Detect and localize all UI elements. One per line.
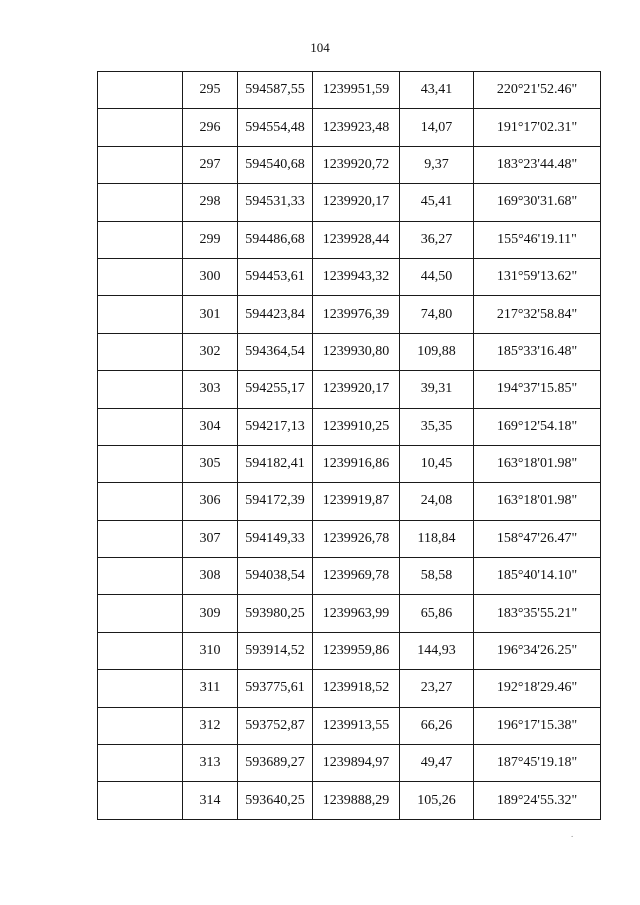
y-coordinate-cell: 1239913,55 (313, 707, 400, 744)
y-coordinate-cell: 1239910,25 (313, 408, 400, 445)
table-row (98, 483, 601, 520)
x-coordinate-cell: 594531,33 (238, 184, 313, 221)
angle-cell: 194°37'15.85" (474, 371, 601, 408)
x-coordinate-cell: 594255,17 (238, 371, 313, 408)
length-cell: 39,31 (400, 371, 474, 408)
blank-cell (98, 146, 183, 183)
x-coordinate-cell: 594217,13 (238, 408, 313, 445)
angle-cell: 163°18'01.98" (474, 483, 601, 520)
length-cell: 9,37 (400, 146, 474, 183)
angle-cell: 217°32'58.84" (474, 296, 601, 333)
x-coordinate-cell: 594486,68 (238, 221, 313, 258)
point-number-cell: 302 (183, 333, 238, 370)
point-number-cell: 296 (183, 109, 238, 146)
blank-cell (98, 745, 183, 782)
table-row (98, 445, 601, 482)
table-row (98, 221, 601, 258)
point-number-cell: 304 (183, 408, 238, 445)
y-coordinate-cell: 1239923,48 (313, 109, 400, 146)
blank-cell (98, 595, 183, 632)
point-number-cell: 297 (183, 146, 238, 183)
angle-cell: 196°34'26.25" (474, 632, 601, 669)
x-coordinate-cell: 593640,25 (238, 782, 313, 819)
y-coordinate-cell: 1239888,29 (313, 782, 400, 819)
table-row (98, 408, 601, 445)
angle-cell: 220°21'52.46" (474, 72, 601, 109)
y-coordinate-cell: 1239894,97 (313, 745, 400, 782)
table-row (98, 707, 601, 744)
length-cell: 14,07 (400, 109, 474, 146)
length-cell: 118,84 (400, 520, 474, 557)
point-number-cell: 298 (183, 184, 238, 221)
point-number-cell: 303 (183, 371, 238, 408)
x-coordinate-cell: 594554,48 (238, 109, 313, 146)
angle-cell: 183°23'44.48" (474, 146, 601, 183)
length-cell: 58,58 (400, 558, 474, 595)
point-number-cell: 295 (183, 72, 238, 109)
x-coordinate-cell: 594182,41 (238, 445, 313, 482)
table-row (98, 146, 601, 183)
length-cell: 66,26 (400, 707, 474, 744)
blank-cell (98, 333, 183, 370)
length-cell: 144,93 (400, 632, 474, 669)
table-row (98, 109, 601, 146)
point-number-cell: 313 (183, 745, 238, 782)
length-cell: 74,80 (400, 296, 474, 333)
table-row (98, 632, 601, 669)
table-row (98, 333, 601, 370)
point-number-cell: 311 (183, 670, 238, 707)
y-coordinate-cell: 1239959,86 (313, 632, 400, 669)
table-row (98, 371, 601, 408)
y-coordinate-cell: 1239976,39 (313, 296, 400, 333)
table-row (98, 258, 601, 295)
blank-cell (98, 371, 183, 408)
blank-cell (98, 221, 183, 258)
x-coordinate-cell: 594423,84 (238, 296, 313, 333)
table-row (98, 670, 601, 707)
blank-cell (98, 782, 183, 819)
blank-cell (98, 258, 183, 295)
angle-cell: 131°59'13.62" (474, 258, 601, 295)
angle-cell: 187°45'19.18" (474, 745, 601, 782)
length-cell: 44,50 (400, 258, 474, 295)
angle-cell: 196°17'15.38" (474, 707, 601, 744)
length-cell: 24,08 (400, 483, 474, 520)
blank-cell (98, 707, 183, 744)
length-cell: 65,86 (400, 595, 474, 632)
length-cell: 23,27 (400, 670, 474, 707)
point-number-cell: 301 (183, 296, 238, 333)
angle-cell: 185°33'16.48" (474, 333, 601, 370)
table-row (98, 745, 601, 782)
length-cell: 109,88 (400, 333, 474, 370)
blank-cell (98, 520, 183, 557)
length-cell: 49,47 (400, 745, 474, 782)
y-coordinate-cell: 1239963,99 (313, 595, 400, 632)
angle-cell: 189°24'55.32" (474, 782, 601, 819)
point-number-cell: 312 (183, 707, 238, 744)
x-coordinate-cell: 594172,39 (238, 483, 313, 520)
length-cell: 43,41 (400, 72, 474, 109)
blank-cell (98, 296, 183, 333)
blank-cell (98, 483, 183, 520)
length-cell: 105,26 (400, 782, 474, 819)
blank-cell (98, 109, 183, 146)
y-coordinate-cell: 1239920,72 (313, 146, 400, 183)
y-coordinate-cell: 1239920,17 (313, 371, 400, 408)
point-number-cell: 300 (183, 258, 238, 295)
x-coordinate-cell: 594540,68 (238, 146, 313, 183)
point-number-cell: 310 (183, 632, 238, 669)
y-coordinate-cell: 1239918,52 (313, 670, 400, 707)
coordinates-table (97, 71, 601, 820)
y-coordinate-cell: 1239919,87 (313, 483, 400, 520)
angle-cell: 191°17'02.31" (474, 109, 601, 146)
angle-cell: 192°18'29.46" (474, 670, 601, 707)
length-cell: 10,45 (400, 445, 474, 482)
point-number-cell: 305 (183, 445, 238, 482)
table-row (98, 520, 601, 557)
angle-cell: 183°35'55.21" (474, 595, 601, 632)
x-coordinate-cell: 593689,27 (238, 745, 313, 782)
page-number: 104 (310, 40, 330, 55)
x-coordinate-cell: 594038,54 (238, 558, 313, 595)
x-coordinate-cell: 594149,33 (238, 520, 313, 557)
point-number-cell: 308 (183, 558, 238, 595)
angle-cell: 169°12'54.18" (474, 408, 601, 445)
x-coordinate-cell: 593980,25 (238, 595, 313, 632)
blank-cell (98, 408, 183, 445)
angle-cell: 169°30'31.68" (474, 184, 601, 221)
blank-cell (98, 184, 183, 221)
point-number-cell: 306 (183, 483, 238, 520)
y-coordinate-cell: 1239930,80 (313, 333, 400, 370)
angle-cell: 163°18'01.98" (474, 445, 601, 482)
length-cell: 35,35 (400, 408, 474, 445)
blank-cell (98, 558, 183, 595)
corner-mark: . (571, 829, 574, 839)
y-coordinate-cell: 1239943,32 (313, 258, 400, 295)
x-coordinate-cell: 594587,55 (238, 72, 313, 109)
blank-cell (98, 670, 183, 707)
y-coordinate-cell: 1239951,59 (313, 72, 400, 109)
table-row (98, 782, 601, 819)
angle-cell: 158°47'26.47" (474, 520, 601, 557)
y-coordinate-cell: 1239916,86 (313, 445, 400, 482)
blank-cell (98, 632, 183, 669)
table-row (98, 558, 601, 595)
angle-cell: 155°46'19.11" (474, 221, 601, 258)
point-number-cell: 309 (183, 595, 238, 632)
x-coordinate-cell: 593752,87 (238, 707, 313, 744)
x-coordinate-cell: 593914,52 (238, 632, 313, 669)
y-coordinate-cell: 1239920,17 (313, 184, 400, 221)
x-coordinate-cell: 594453,61 (238, 258, 313, 295)
length-cell: 36,27 (400, 221, 474, 258)
blank-cell (98, 445, 183, 482)
y-coordinate-cell: 1239928,44 (313, 221, 400, 258)
y-coordinate-cell: 1239926,78 (313, 520, 400, 557)
x-coordinate-cell: 594364,54 (238, 333, 313, 370)
table-row (98, 595, 601, 632)
table-row (98, 296, 601, 333)
length-cell: 45,41 (400, 184, 474, 221)
blank-cell (98, 72, 183, 109)
angle-cell: 185°40'14.10" (474, 558, 601, 595)
point-number-cell: 314 (183, 782, 238, 819)
y-coordinate-cell: 1239969,78 (313, 558, 400, 595)
coordinates-table-body (98, 72, 601, 820)
table-row (98, 72, 601, 109)
point-number-cell: 307 (183, 520, 238, 557)
x-coordinate-cell: 593775,61 (238, 670, 313, 707)
table-row (98, 184, 601, 221)
point-number-cell: 299 (183, 221, 238, 258)
